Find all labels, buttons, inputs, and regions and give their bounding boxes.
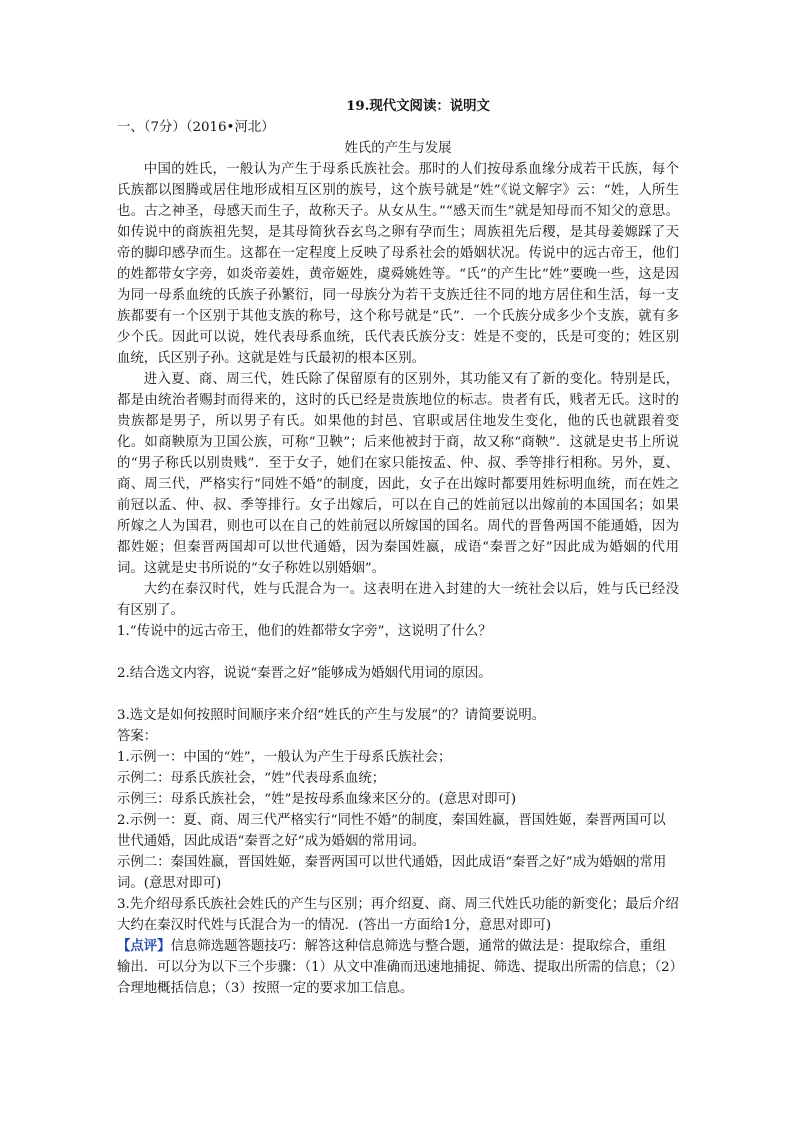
article-paragraph-1: 中国的姓氏，一般认为产生于母系氏族社会。那时的人们按母系血缘分成若干氏族，每个氏族都以图腾或居住地形成相互区别的族号，这个族号就是“姓”《说文解字》云：“姓，人所生也。古之神圣，母感天而生子，故称天子。从女从生。”“感天而生”就是知母而不知父的意思。如传说中的商族祖先契，是其母简狄吞玄鸟之卵有孕而生；周族祖先后稷，是其母姜嫄踩了天帝的脚印感孕而生。这都在一定程度上反映了母系社会的婚姻状况。传说中的远古帝王，他们的姓都带女字旁，如炎帝姜姓，黄帝姬姓，虞舜姚姓等。“氏”的产生比“姓”要晚一些，这是因为同一母系血统的氏族子孙繁衍，同一母族分为若干支族迁往不同的地方居住和生活，每一支族都要有一个区别于其他支族的称号，这个称号就是“氏”．一个氏族分成多少个支族，就有多少个氏。因此可以说，姓代表母系血统，氏代表氏族分支：姓是不变的，氏是可变的；姓区别血统，氏区别子孙。这就是姓与氏最初的根本区别。 bbox=[117, 162, 679, 366]
answer-line: 示例二：秦国姓嬴，晋国姓姬，秦晋两国可以世代通婚，因此成语“秦晋之好”成为婚姻的常用词。(意思对即可) bbox=[117, 855, 667, 891]
question-source: 一、（7分）（2016•河北） bbox=[117, 120, 275, 135]
answer-line: 3.先介绍母系氏族社会姓氏的产生与区别；再介绍夏、商、周三代姓氏功能的新变化；最后介绍大约在秦汉时代姓与氏混合为一的情况．(答出一方面给1分，意思对即可) bbox=[117, 897, 679, 933]
document-title: 19.现代文阅读：说明文 bbox=[346, 98, 490, 114]
answer-label: 答案： bbox=[117, 729, 158, 744]
question-1: 1.“传说中的远古帝王，他们的姓都带女字旁”，这说明了什么？ bbox=[117, 624, 492, 639]
comment-tag: 【点评】 bbox=[117, 938, 171, 954]
answer-line: 示例二：母系氏族社会，“姓”代表母系血统； bbox=[117, 771, 386, 786]
document-page bbox=[117, 96, 679, 999]
question-3: 3.选文是如何按照时间顺序来介绍“姓氏的产生与发展”的？请简要说明。 bbox=[117, 708, 546, 723]
answer-line: 1.示例一：中国的“姓”，一般认为产生于母系氏族社会； bbox=[117, 750, 452, 765]
comment bbox=[117, 936, 679, 999]
answer-line: 示例三：母系氏族社会，“姓”是按母系血缘来区分的。(意思对即可) bbox=[117, 792, 517, 807]
question-2: 2.结合选文内容，说说“秦晋之好”能够成为婚姻代用词的原因。 bbox=[117, 666, 492, 681]
article-paragraph-3: 大约在泰汉时代，姓与氏混合为一。这表明在进入封建的大一统社会以后，姓与氏已经没有区别了。 bbox=[117, 582, 679, 618]
article-title: 姓氏的产生与发展 bbox=[344, 141, 452, 156]
article-paragraph-2: 进入夏、商、周三代，姓氏除了保留原有的区别外，其功能又有了新的变化。特别是氏，都是由统治者赐封而得来的，这时的氏已经是贵族地位的标志。贵者有氏，贱者无氏。这时的贵族都是男子，所以男子有氏。如果他的封邑、官职或居住地发生变化，他的氏也就跟着变化。如商鞅原为卫国公族，可称“卫鞅”；后来他被封于商，故又称“商鞅”．这就是史书上所说的“男子称氏以别贵贱”．至于女子，她们在家只能按孟、仲、叔、季等排行相称。另外，夏、商、周三代，严格实行“同姓不婚”的制度，因此，女子在出嫁时都要用姓标明血统，而在姓之前冠以孟、仲、叔、季等排行。女子出嫁后，可以在自己的姓前冠以出嫁前的本国国名；如果所嫁之人为国君，则也可以在自己的姓前冠以所嫁国的国名。周代的晋鲁两国不能通婚，因为都姓姬；但秦晋两国却可以世代通婚，因为秦国姓嬴，成语“秦晋之好”因此成为婚姻的代用词。这就是史书所说的“女子称姓以别婚姻”。 bbox=[117, 372, 679, 576]
comment-text: 信息筛选题答题技巧：解答这种信息筛选与整合题，通常的做法是：提取综合，重组输出．可以分为以下三个步骤：（1）从文中准确而迅速地捕捉、筛选、提取出所需的信息；（2）合理地概括信息；（3）按照一定的要求加工信息。 bbox=[117, 939, 677, 996]
answer-line: 2.示例一：夏、商、周三代严格实行“同性不婚”的制度，秦国姓嬴，晋国姓姬，秦晋两国可以世代通婚，因此成语“秦晋之好”成为婚姻的常用词。 bbox=[117, 813, 666, 849]
